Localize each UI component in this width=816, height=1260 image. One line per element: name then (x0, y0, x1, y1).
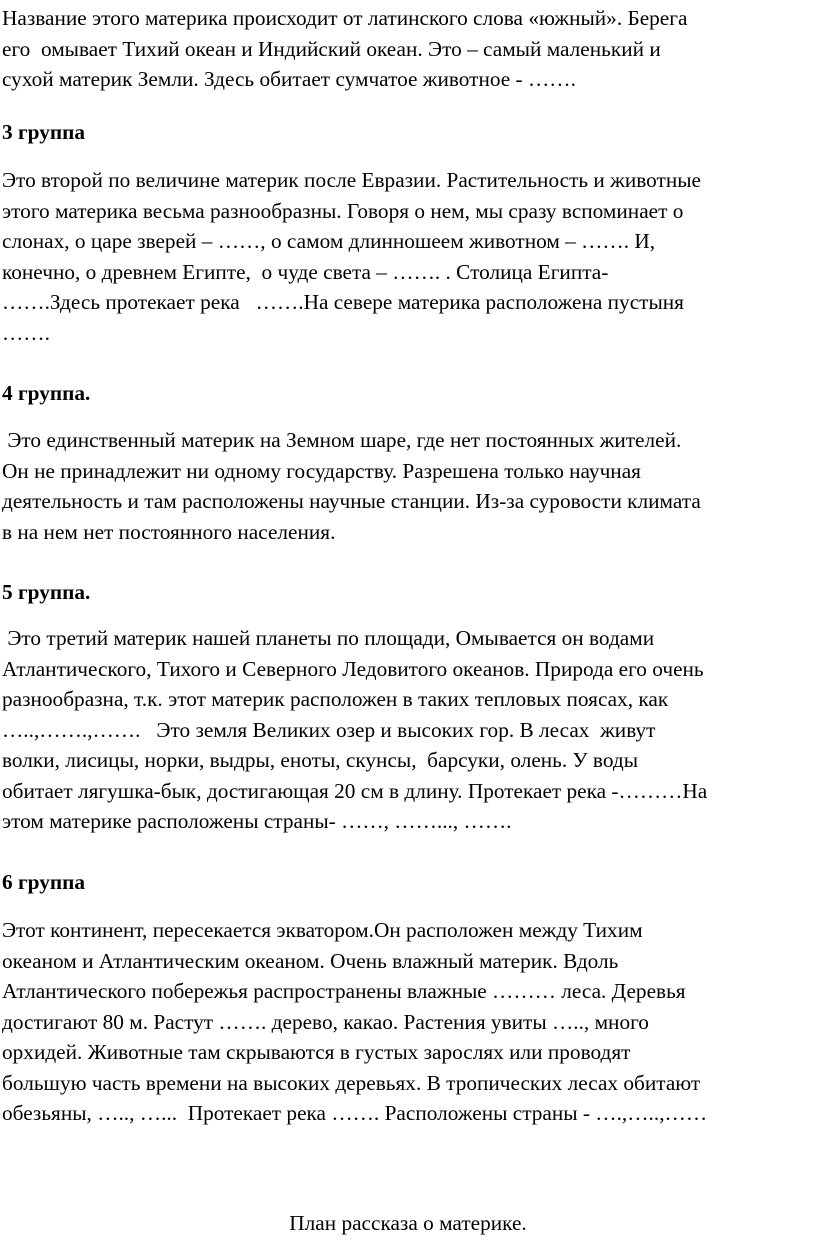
group-5-heading: 5 группа. (2, 580, 91, 604)
text-line: Атлантического, Тихого и Северного Ледовитого океанов. Природа его очень (2, 656, 704, 681)
text-line: обезьяны, ….., …... Протекает река ……. Расположены страны - ….,…..,…… (2, 1101, 708, 1125)
text-line: сухой материк Земли. Здесь обитает сумчатое животное - ……. (2, 67, 576, 91)
text-line: конечно, о древнем Египте, о чуде света – ……. . Столица Египта- (2, 259, 609, 284)
paragraph-group-5 (2, 623, 814, 837)
text-line: …..,…….,……. Это земля Великих озер и высоких гор. В лесах живут (2, 717, 656, 742)
group-6-heading: 6 группа (2, 870, 86, 894)
text-line: слонах, о царе зверей – ……, о самом длинношеем животном – ……. И, (2, 229, 656, 253)
text-line: Это единственный материк на Земном шаре, где нет постоянных жителей. (2, 428, 682, 452)
text-line: Он не принадлежит ни одному государству. Разрешена только научная (2, 458, 641, 483)
text-line: его омывает Тихий океан и Индийский океан. Это – самый маленький и (2, 36, 661, 61)
group-4-heading: 4 группа. (2, 381, 91, 405)
paragraph-group-4 (2, 425, 814, 547)
text-line: деятельность и там расположены научные станции. Из-за суровости климата (2, 489, 701, 513)
text-line: достигают 80 м. Растут ……. дерево, какао. Растения увиты ….., много (2, 1009, 649, 1034)
text-line: волки, лисицы, норки, выдры, еноты, скунсы, барсуки, олень. У воды (2, 748, 639, 772)
paragraph-group-3 (2, 165, 814, 348)
text-line: этого материка весьма разнообразны. Говоря о нем, мы сразу вспоминает о (2, 198, 684, 223)
plan-title: План рассказа о материке. (289, 1211, 527, 1235)
text-line: океаном и Атлантическим океаном. Очень влажный материк. Вдоль (2, 948, 619, 973)
text-line: разнообразна, т.к. этот материк расположен в таких тепловых поясах, как (2, 687, 669, 711)
text-line: орхидей. Животные там скрываются в густых зарослях или проводят (2, 1040, 631, 1064)
text-line: Атлантического побережья распространены влажные ……… леса. Деревья (2, 979, 686, 1003)
text-line: Этот континент, пересекается экватором.Он расположен между Тихим (2, 918, 643, 942)
text-line: Это второй по величине материк после Евразии. Растительность и животные (2, 168, 702, 192)
text-line: этом материке расположены страны- ……, ……..., ……. (2, 809, 512, 833)
group-3-heading: 3 группа (2, 120, 86, 144)
text-line: Название этого материка происходит от латинского слова «южный». Берега (2, 6, 688, 30)
text-line: ……. (2, 320, 50, 345)
text-line: Это третий материк нашей планеты по площади, Омывается он водами (2, 626, 655, 650)
text-line: …….Здесь протекает река …….На севере материка расположена пустыня (2, 290, 684, 314)
paragraph-australia (2, 3, 814, 95)
text-line: в на нем нет постоянного населения. (2, 519, 336, 544)
paragraph-group-6 (2, 915, 814, 1129)
text-line: обитает лягушка-бык, достигающая 20 см в длину. Протекает река -………На (2, 778, 708, 803)
text-line: большую часть времени на высоких деревьях. В тропических лесах обитают (2, 1070, 701, 1095)
